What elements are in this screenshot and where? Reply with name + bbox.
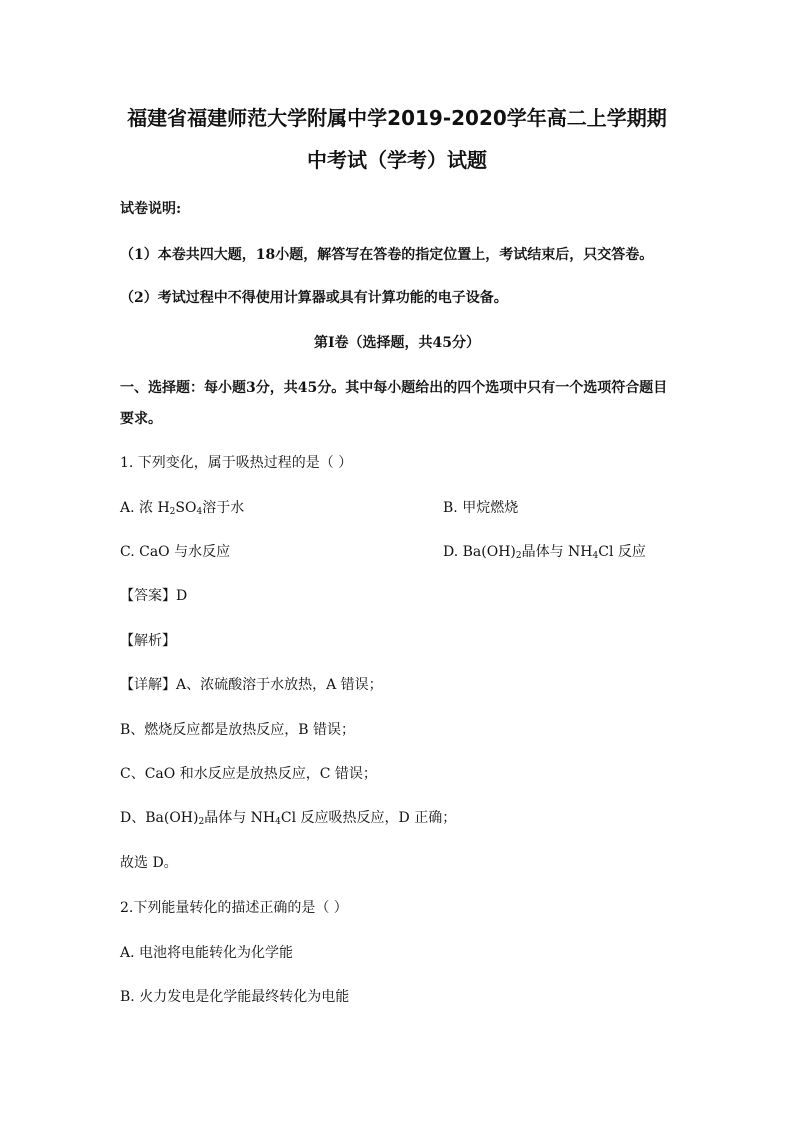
question-1-detail-3: C、CaO 和水反应是放热反应，C 错误； bbox=[120, 766, 377, 782]
question-1-conclusion: 故选 D。 bbox=[120, 855, 178, 871]
detail-4-subscript-2: 4 bbox=[275, 817, 281, 827]
question-2-option-b: B. 火力发电是化学能最终转化为电能 bbox=[120, 989, 350, 1005]
question-1-detail-1: 【详解】A、浓硫酸溶于水放热，A 错误； bbox=[120, 677, 383, 693]
option-a-text: A. 浓 H bbox=[120, 500, 170, 516]
question-2-option-a: A. 电池将电能转化为化学能 bbox=[120, 945, 294, 961]
instruction-item-1: （1）本卷共四大题，18小题，解答写在答卷的指定位置上，考试结束后，只交答卷。 bbox=[120, 247, 654, 263]
section-title: 第Ⅰ卷（选择题，共45分） bbox=[313, 335, 481, 351]
option-d-subscript-2: 4 bbox=[592, 551, 599, 561]
section-description-line1: 一、选择题：每小题3分，共45分。其中每小题给出的四个选项中只有一个选项符合题目 bbox=[120, 380, 668, 396]
question-1-analysis-heading: 【解析】 bbox=[120, 633, 176, 649]
question-2-stem: 2.下列能量转化的描述正确的是（ ） bbox=[120, 900, 348, 916]
option-d-subscript-1: 2 bbox=[515, 551, 522, 561]
question-1-option-c: C. CaO 与水反应 bbox=[120, 544, 231, 560]
question-1-option-d bbox=[443, 542, 646, 562]
detail-4-subscript-1: 2 bbox=[198, 817, 205, 827]
option-d-text-suffix: Cl 反应 bbox=[598, 544, 646, 560]
question-1-answer: 【答案】D bbox=[120, 588, 188, 604]
detail-4-text-mid: 晶体与 NH bbox=[204, 810, 276, 826]
instruction-item-2: （2）考试过程中不得使用计算器或具有计算功能的电子设备。 bbox=[120, 290, 508, 306]
instructions-heading: 试卷说明: bbox=[120, 201, 182, 217]
question-1-option-b: B. 甲烷燃烧 bbox=[443, 500, 519, 516]
option-a-subscript-1: 2 bbox=[169, 507, 176, 517]
question-1-option-a bbox=[120, 498, 244, 518]
question-1-detail-4 bbox=[120, 808, 456, 828]
question-1-stem: 1. 下列变化，属于吸热过程的是（ ） bbox=[120, 455, 353, 471]
option-d-text-mid: 晶体与 NH bbox=[521, 544, 593, 560]
detail-4-text: D、Ba(OH) bbox=[120, 810, 199, 826]
question-1-detail-2: B、燃烧反应都是放热反应，B 错误； bbox=[120, 722, 356, 738]
exam-title-line2: 中考试（学考）试题 bbox=[307, 148, 487, 172]
exam-title-line1: 福建省福建师范大学附属中学2019-2020学年高二上学期期 bbox=[127, 106, 667, 130]
detail-4-text-suffix: Cl 反应吸热反应，D 正确； bbox=[280, 810, 457, 826]
option-a-subscript-2: 4 bbox=[196, 507, 203, 517]
section-description-line2: 要求。 bbox=[120, 411, 162, 427]
option-a-text-mid: SO bbox=[175, 500, 197, 516]
option-a-text-suffix: 溶于水 bbox=[202, 500, 245, 516]
option-d-text: D. Ba(OH) bbox=[443, 544, 516, 560]
